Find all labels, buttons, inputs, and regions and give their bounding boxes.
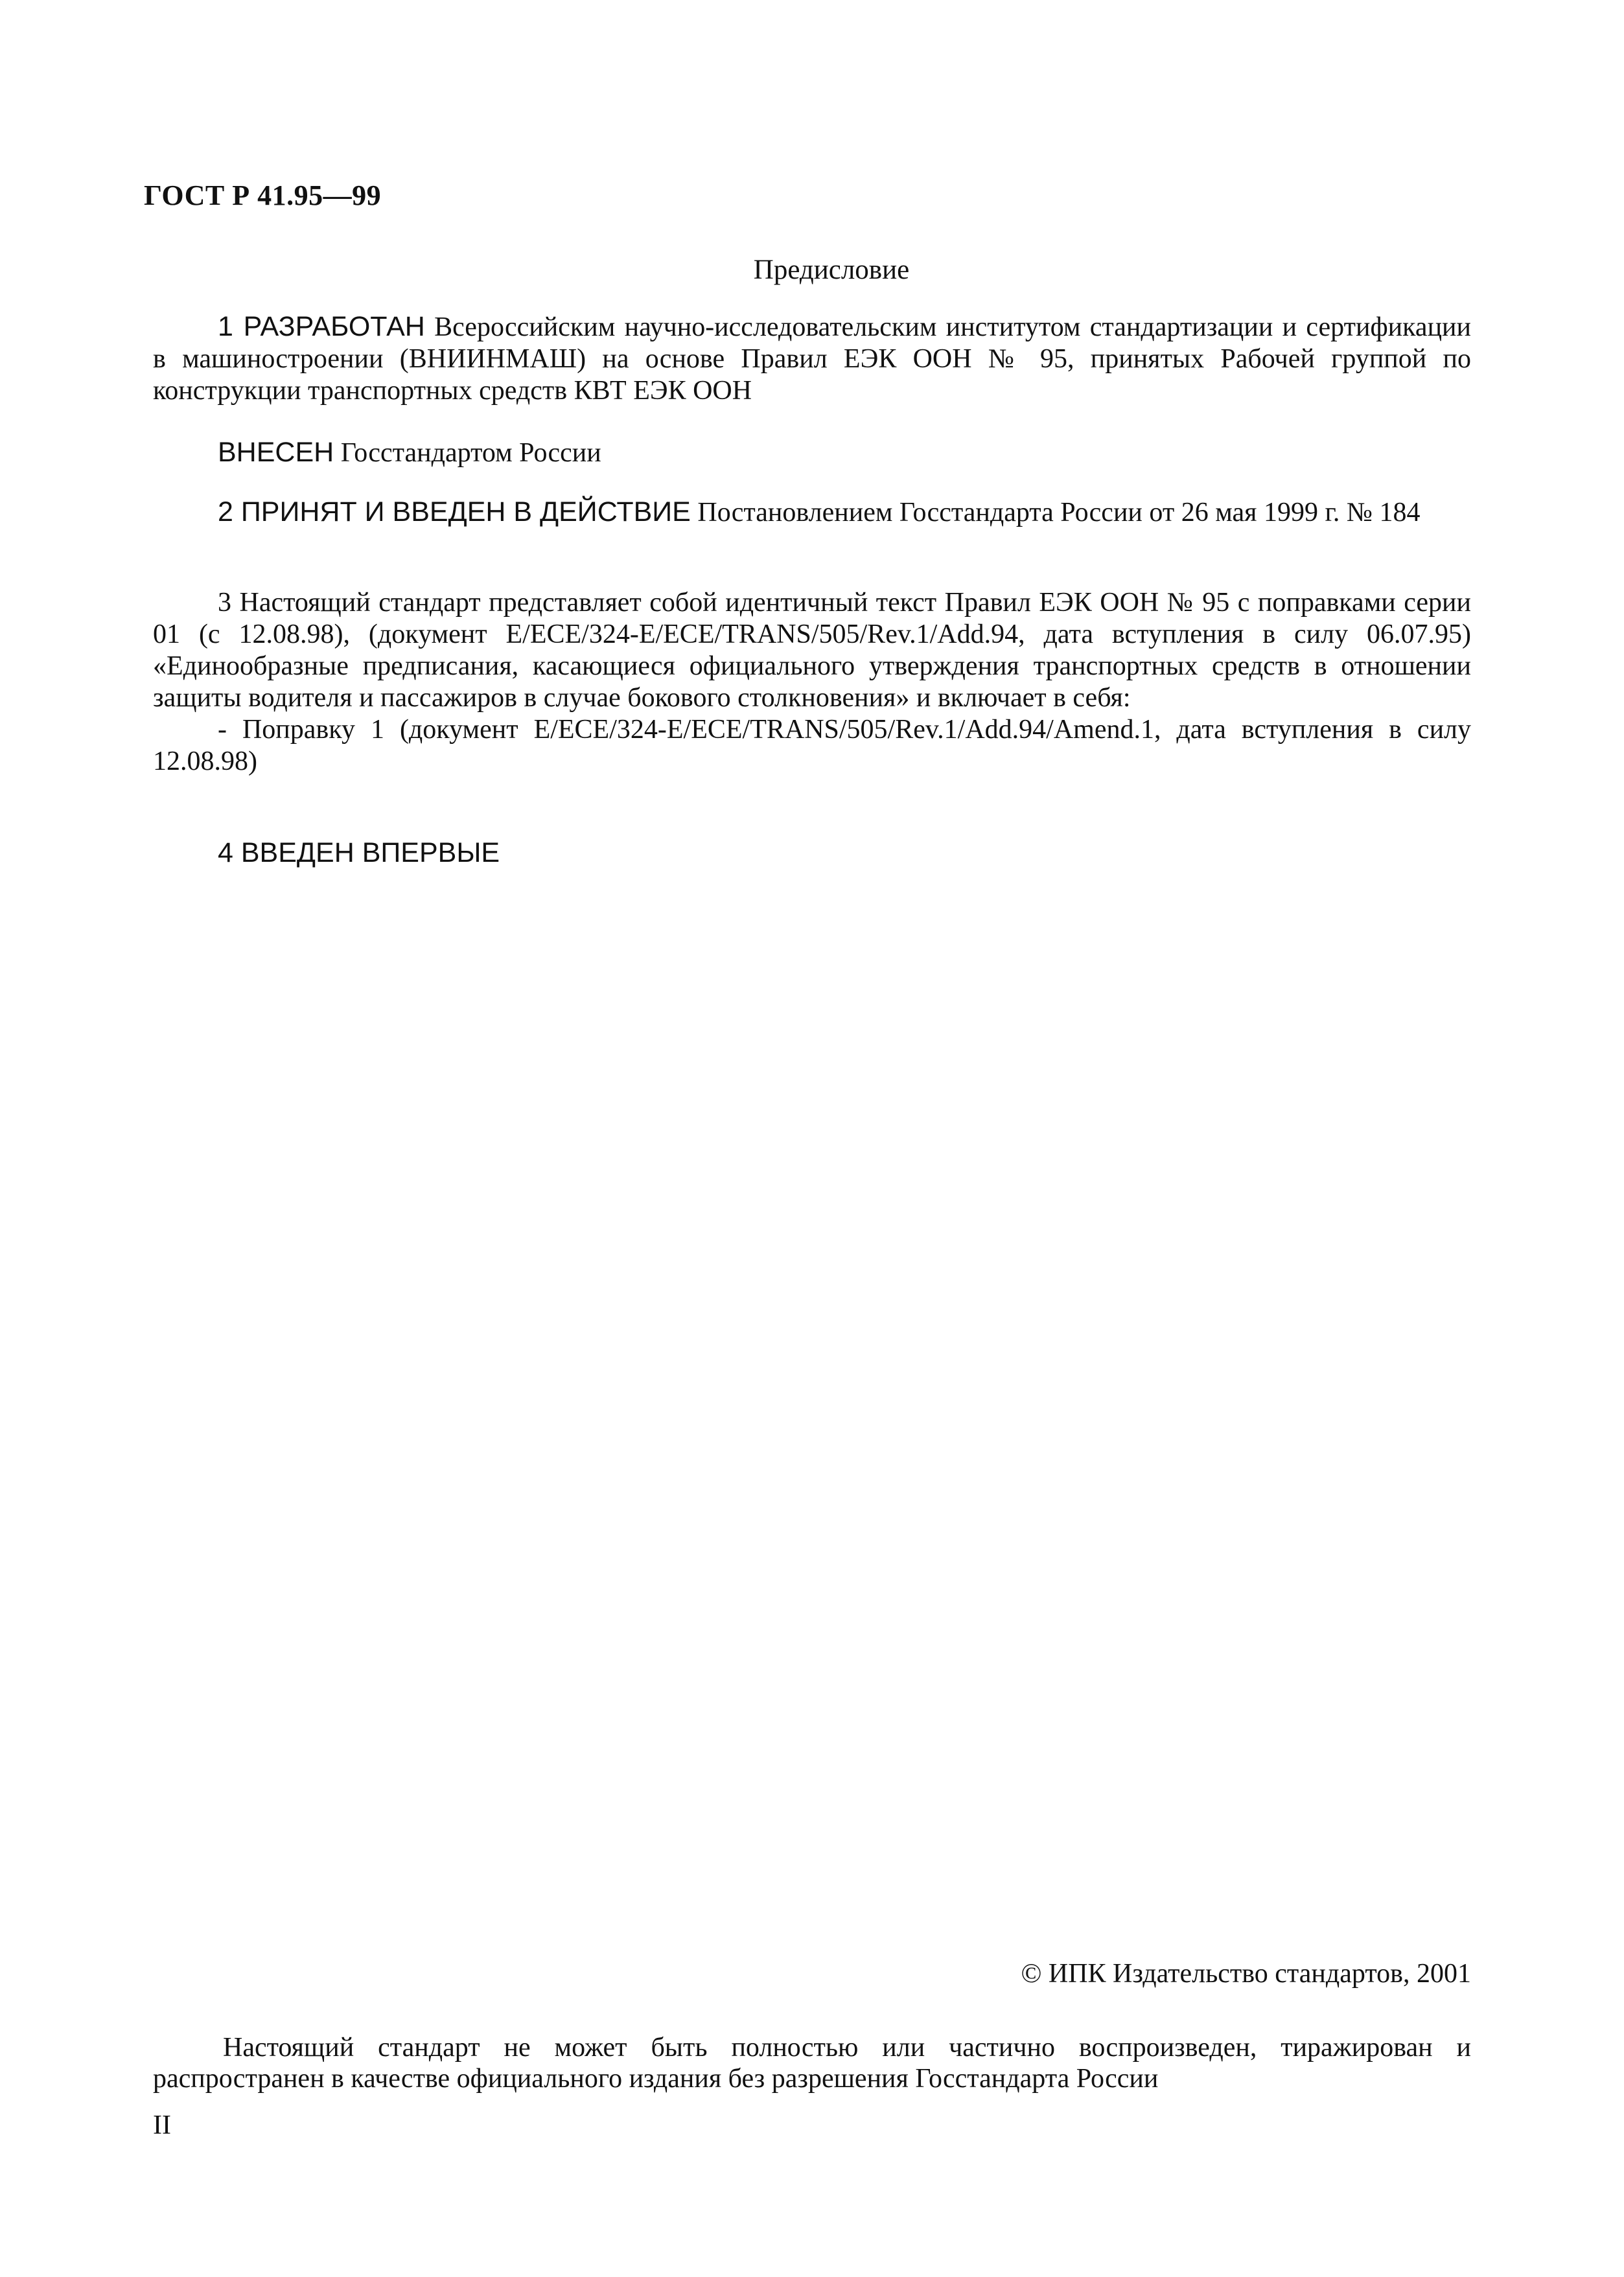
reproduction-notice: Настоящий стандарт не может быть полностью или частично воспроизведен, тиражирован и распространен в качестве официального издания без разрешения Госстандарта России [153,2033,1471,2094]
foreword-item-adopted [153,496,1471,529]
first-introduced-label: 4 ВВЕДЕН ВПЕРВЫЕ [218,837,500,868]
foreword-heading [0,254,1624,286]
foreword-item-identity [153,587,1471,778]
foreword-item-first-introduced [153,837,1471,870]
foreword-item-submitted [153,437,1471,469]
page-number: II [153,2110,171,2140]
identity-text: 3 Настоящий стандарт представляет собой идентичный текст Правил ЕЭК ООН № 95 с поправками серии 01 (с 12.08.98), (документ E/ECE/324-E/ECE/TRANS/505/Rev.1/Add.94, дата вступления в силу 06.07.95) «Единообразные предписания, касающиеся официального утверждения транспортных средств в отношении защиты водителя и пассажиров в случае бокового столкновения» и включает в себя: [153,588,1471,713]
amendment-item: - Поправку 1 (документ E/ECE/324-E/ECE/TRANS/505/Rev.1/Add.94/Amend.1, дата вступления в силу 12.08.98) [153,715,1471,776]
adopted-label: 2 ПРИНЯТ И ВВЕДЕН В ДЕЙСТВИЕ [218,496,691,527]
foreword-title: Предисловие [753,255,910,285]
document-code: ГОСТ Р 41.95—99 [144,179,382,211]
developed-label: 1 РАЗРАБОТАН [218,311,425,342]
copyright-line: © ИПК Издательство стандартов, 2001 [1021,1959,1471,1989]
foreword-item-developed [153,311,1471,407]
adopted-text: Постановлением Госстандарта России от 26 мая 1999 г. № 184 [697,498,1421,527]
submitted-label: ВНЕСЕН [218,437,334,468]
developed-text: Всероссийским научно-исследовательским институтом стандартизации и сертификации в машиностроении (ВНИИНМАШ) на основе Правил ЕЭК ООН № 95, принятых Рабочей группой по конструкции транспортных средств КВТ ЕЭК ООН [153,312,1471,406]
submitted-text: Госстандартом России [340,438,601,468]
